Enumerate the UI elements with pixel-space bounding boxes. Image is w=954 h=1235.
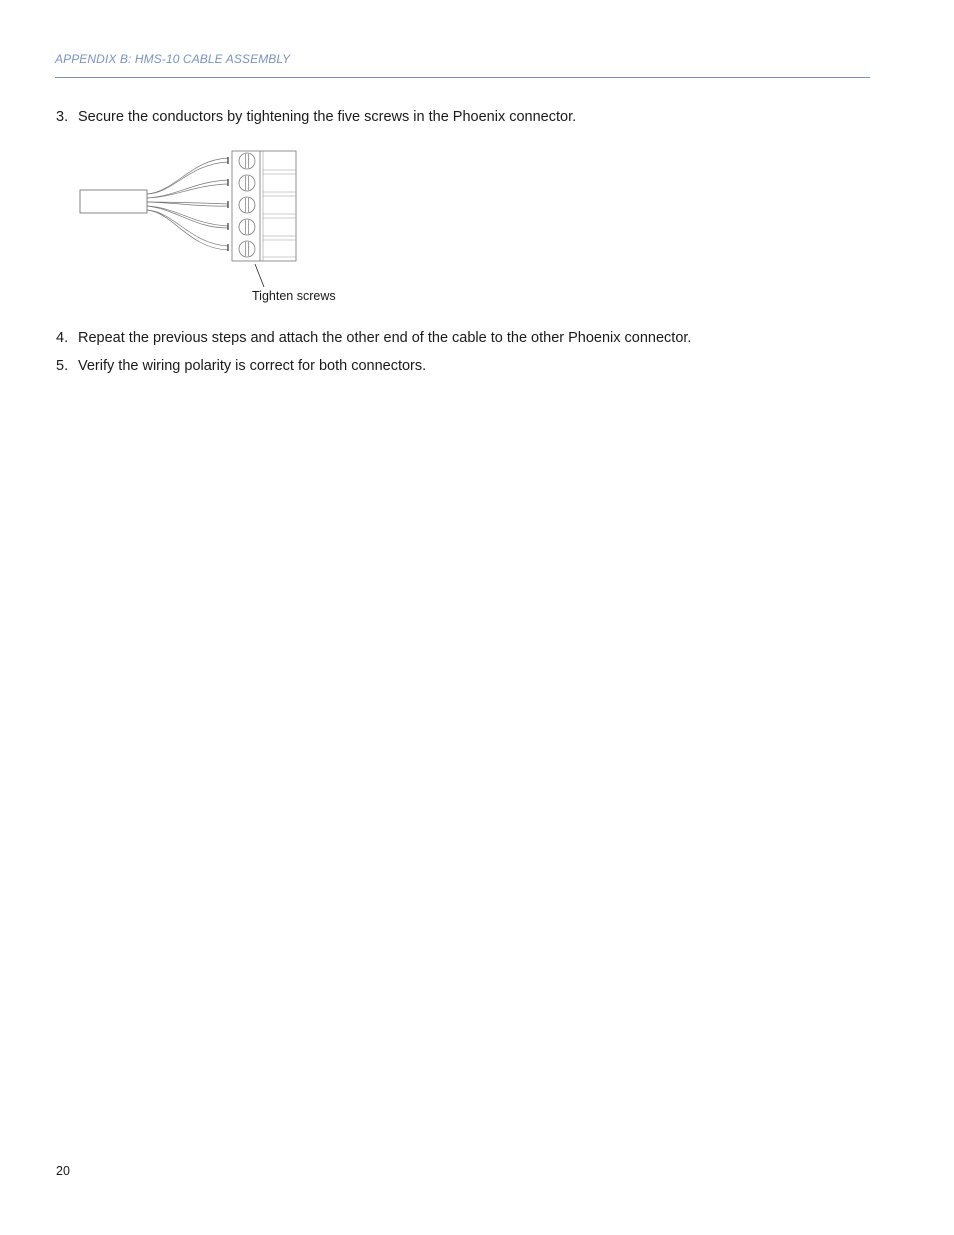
connector-wiring-illustration [70, 140, 370, 310]
step-text: Secure the conductors by tightening the five screws in the Phoenix connector. [78, 109, 577, 125]
step-item [56, 108, 576, 126]
step-text: Verify the wiring polarity is correct for both connectors. [78, 358, 427, 374]
step-number: 5. [56, 358, 69, 374]
figure-callout: Tighten screws [252, 289, 336, 303]
step-item [56, 357, 426, 375]
step-item [56, 329, 691, 347]
page-number: 20 [56, 1164, 70, 1178]
step-number: 4. [56, 330, 69, 346]
phoenix-connector-figure [70, 140, 370, 310]
running-header: APPENDIX B: HMS-10 CABLE ASSEMBLY [55, 52, 291, 66]
header-divider [55, 77, 870, 78]
step-text: Repeat the previous steps and attach the other end of the cable to the other Phoenix connector. [78, 330, 692, 346]
step-number: 3. [56, 109, 69, 125]
